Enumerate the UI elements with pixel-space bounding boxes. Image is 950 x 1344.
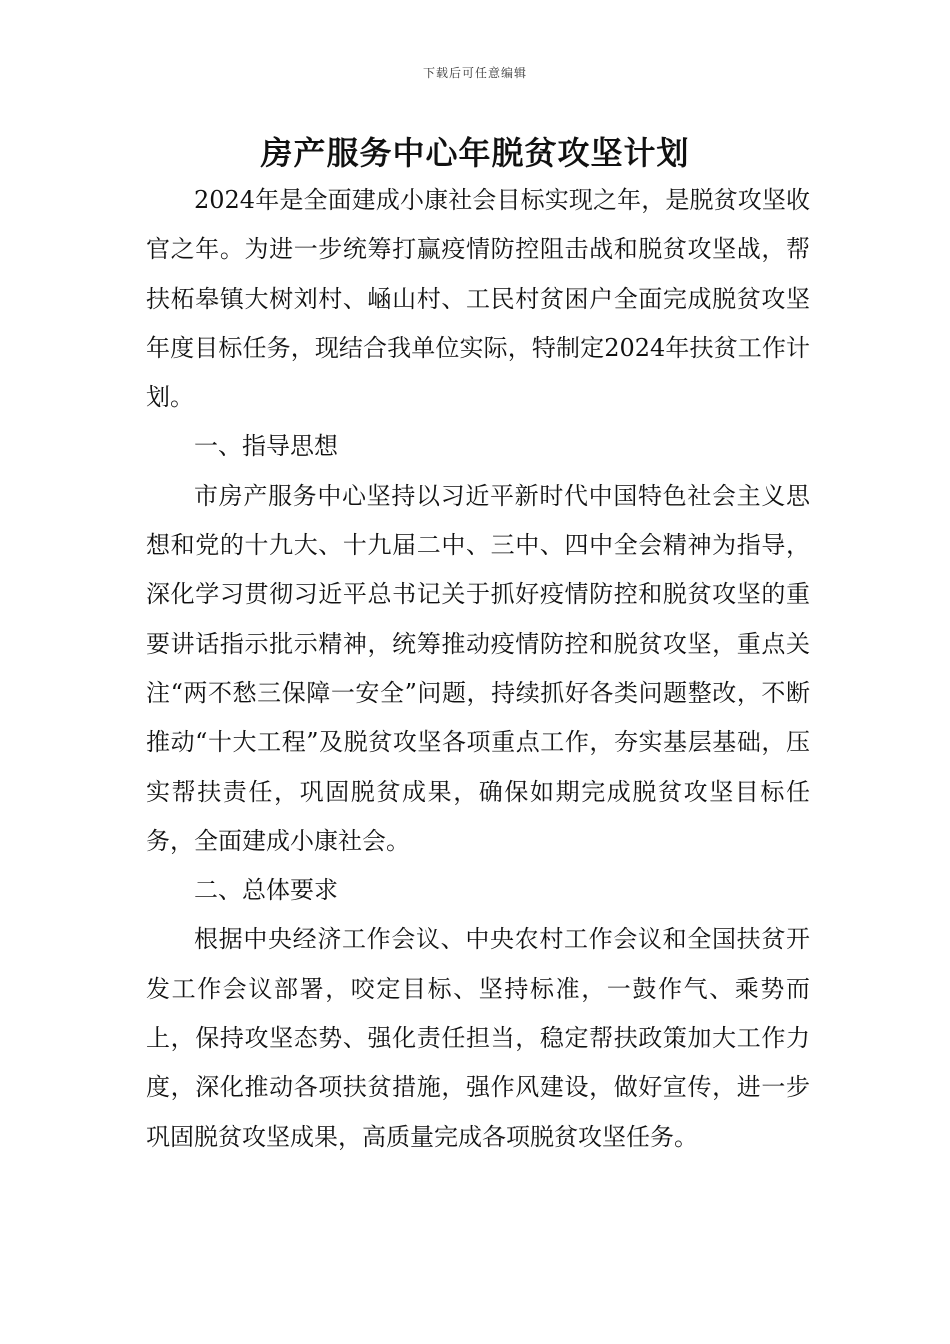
section-heading-general-requirements: 二、总体要求 — [194, 876, 338, 905]
header-note: 下载后可任意编辑 — [422, 66, 527, 80]
document-body — [146, 176, 810, 1162]
paragraph-intro: 2024年是全面建成小康社会目标实现之年，是脱贫攻坚收官之年。为进一步统筹打赢疫情防控阻击战和脱贫攻坚战，帮扶柘皋镇大树刘村、崡山村、工民村贫困户全面完成脱贫攻坚年度目标任务，现结合我单位实际，特制定2024年扶贫工作计划。 — [146, 186, 810, 412]
document-title: 房产服务中心年脱贫攻坚计划 — [260, 134, 690, 172]
section-heading-guiding-ideology: 一、指导思想 — [194, 432, 338, 461]
paragraph-general-requirements: 根据中央经济工作会议、中央农村工作会议和全国扶贫开发工作会议部署，咬定目标、坚持标准，一鼓作气、乘势而上，保持攻坚态势、强化责任担当，稳定帮扶政策加大工作力度，深化推动各项扶贫措施，强作风建设，做好宣传，进一步巩固脱贫攻坚成果，高质量完成各项脱贫攻坚任务。 — [146, 925, 810, 1151]
paragraph-guiding-ideology: 市房产服务中心坚持以习近平新时代中国特色社会主义思想和党的十九大、十九届二中、三中、四中全会精神为指导，深化学习贯彻习近平总书记关于抓好疫情防控和脱贫攻坚的重要讲话指示批示精神，统筹推动疫情防控和脱贫攻坚，重点关注“两不愁三保障一安全”问题，持续抓好各类问题整改，不断推动“十大工程”及脱贫攻坚各项重点工作，夯实基层基础，压实帮扶责任，巩固脱贫成果，确保如期完成脱贫攻坚目标任务，全面建成小康社会。 — [146, 481, 810, 855]
